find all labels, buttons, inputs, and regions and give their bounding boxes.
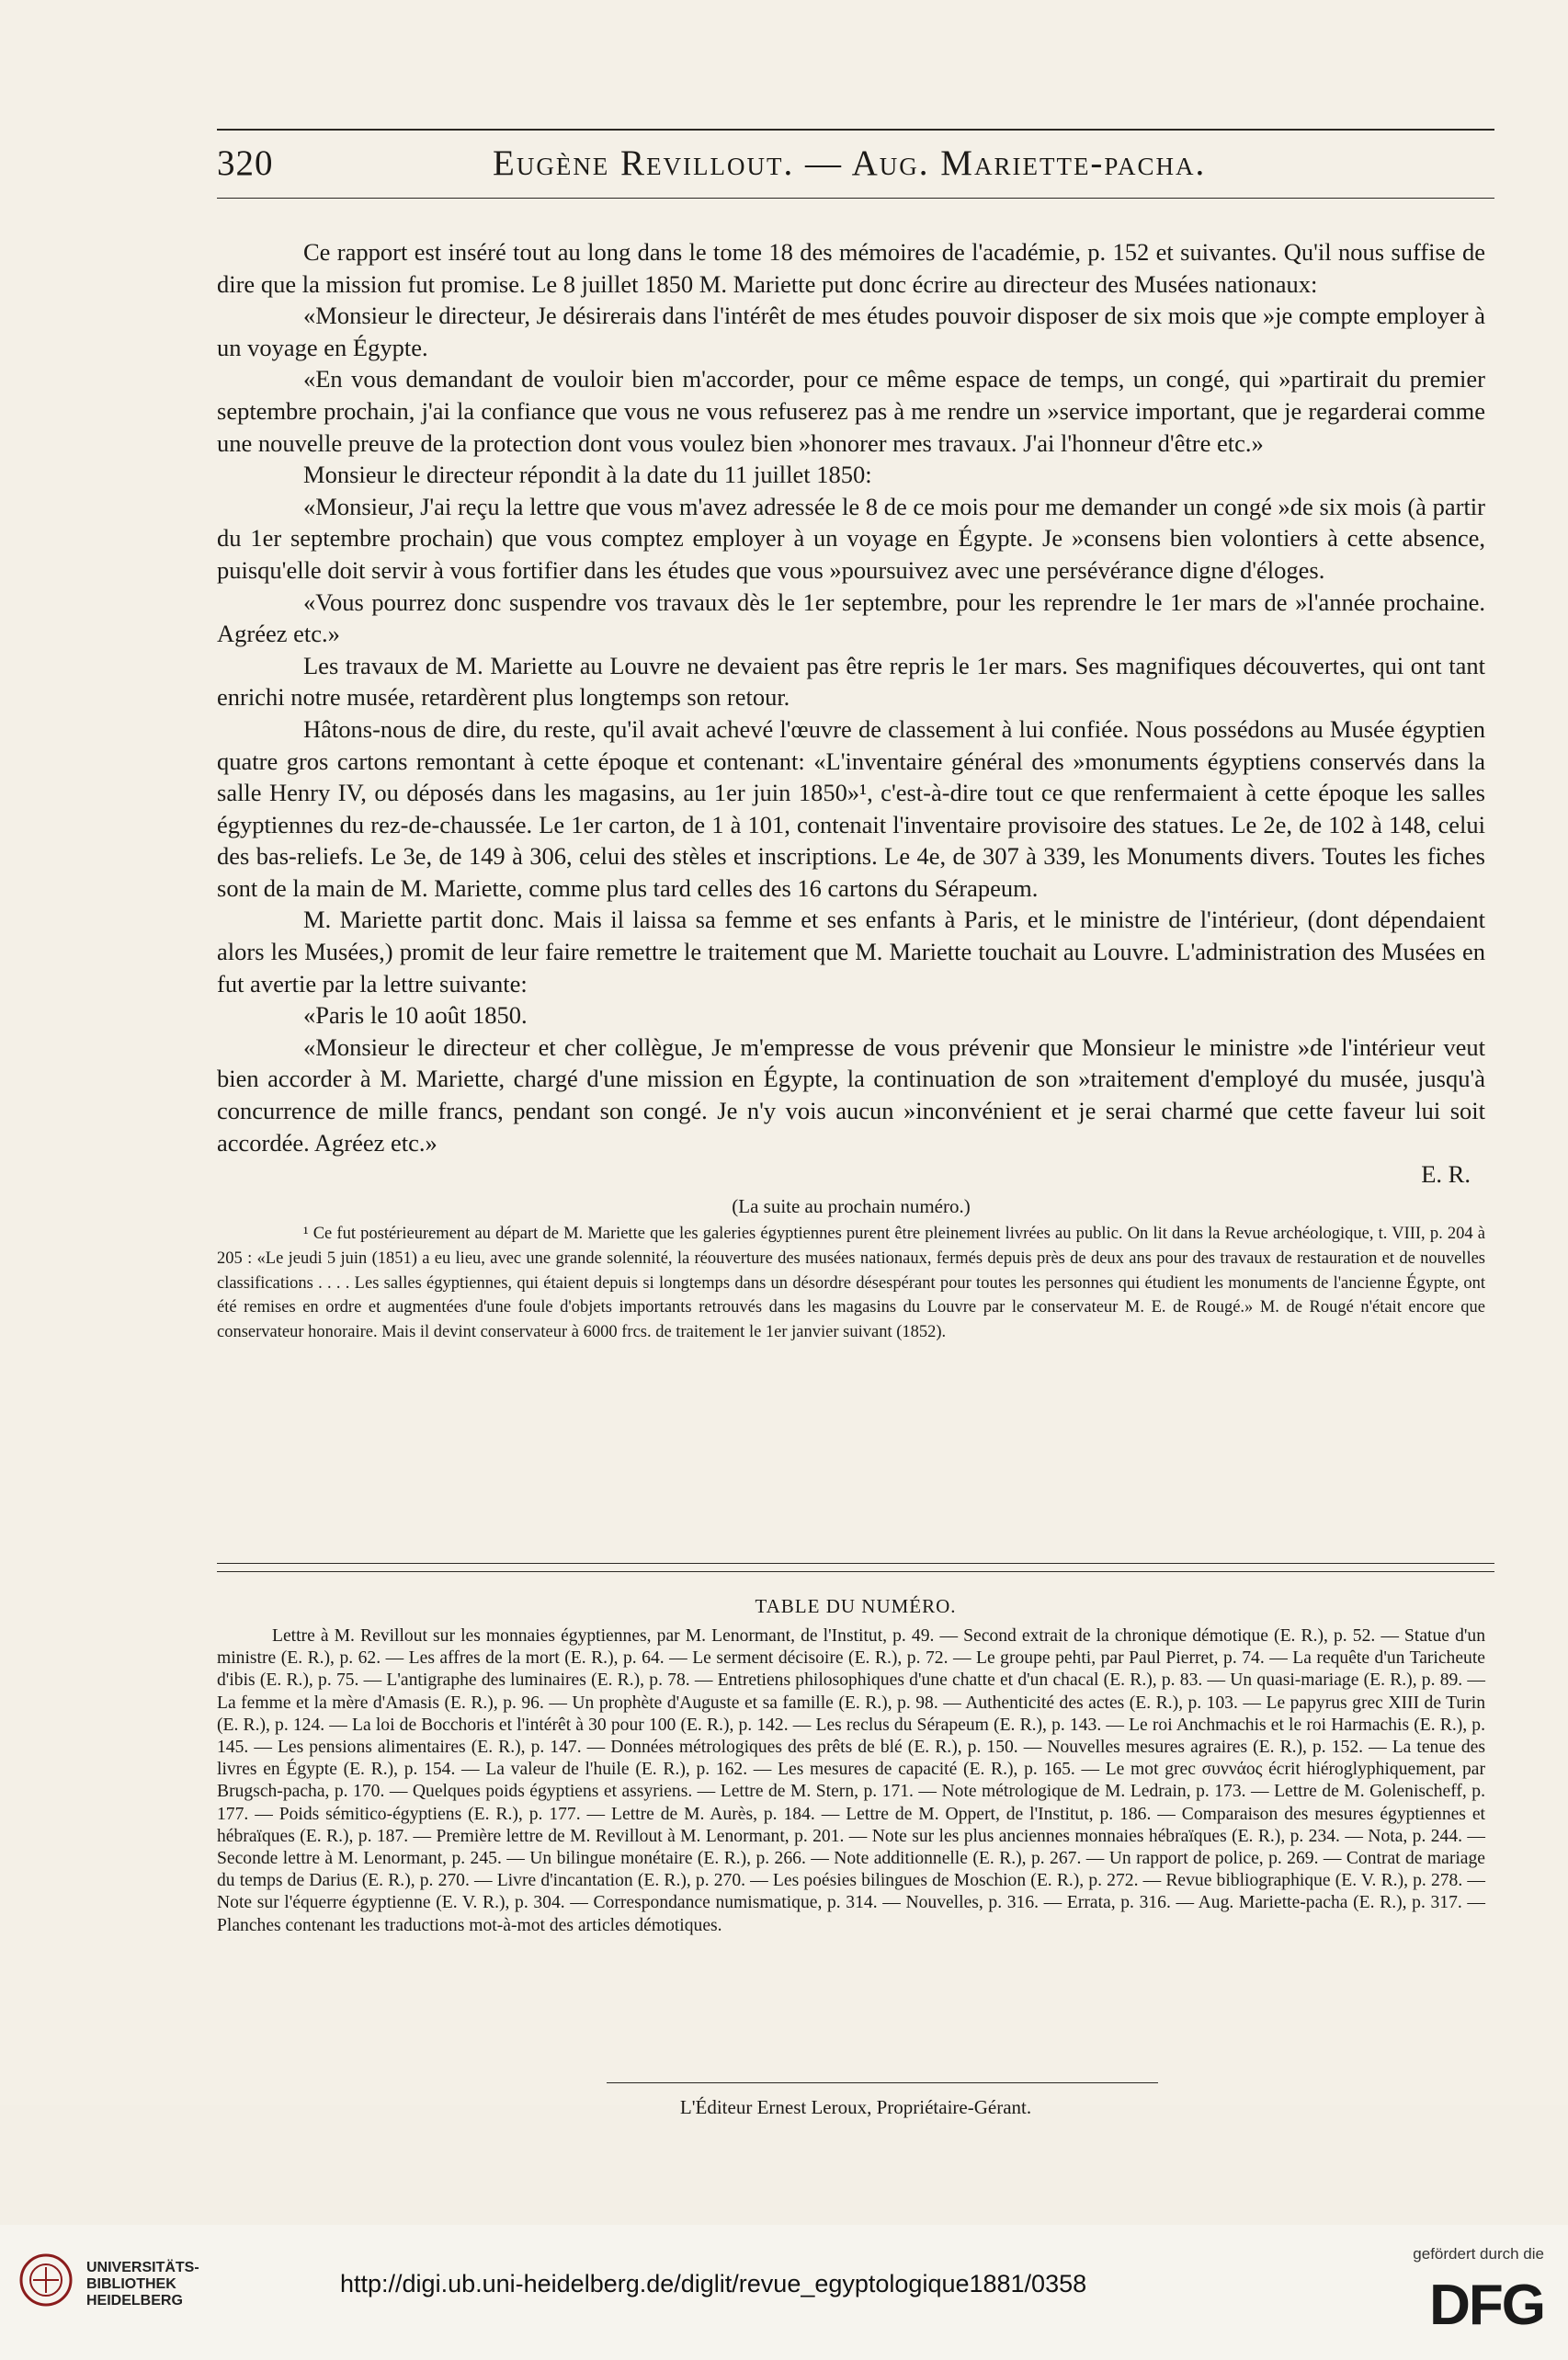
university-seal-icon [18,2252,74,2308]
dfg-logo: DFG [1429,2274,1544,2337]
letter-paragraph: «Vous pourrez donc suspendre vos travaux dès le 1er septembre, pour les reprendre le 1er mars de »l'année prochaine. Agréez etc.» [217,587,1485,648]
paragraph: Les travaux de M. Mariette au Louvre ne devaient pas être repris le 1er mars. Ses magnifiques découvertes, qui ont tant enrichi notre musée, retardèrent plus longtemps son retour. [217,651,1485,712]
article-body [217,236,1485,1344]
separator-rule [217,1563,1494,1564]
table-of-contents: Lettre à M. Revillout sur les monnaies égyptiennes, par M. Lenormant, de l'Institut, p. 49. — Second extrait de la chronique démotique (E. R.), p. 52. — Statue d'un ministre (E. R.), p. 62. — Les affres de la mort (E. R.), p. 64. — Le serment décisoire (E. R.), p. 72. — Le groupe pehti, par Paul Pierret, p. 74. — La requête d'un Taricheute d'ibis (E. R.), p. 75. — L'antigraphe des luminaires (E. R.), p. 78. — Entretiens philosophiques d'une chatte et d'un chacal (E. R.), p. 83. — Un quasi-mariage (E. R.), p. 89. — La femme et la mère d'Amasis (E. R.), p. 96. — Un prophète d'Auguste et sa famille (E. R.), p. 98. — Authenticité des actes (E. R.), p. 103. — Le papyrus grec XIII de Turin (E. R.), p. 124. — La loi de Bocchoris et l'intérêt à 30 pour 100 (E. R.), p. 142. — Les reclus du Sérapeum (E. R.), p. 143. — Le roi Anchmachis et le roi Harmachis (E. R.), p. 145. — Les pensions alimentaires (E. R.), p. 147. — Données métrologiques des prêts de blé (E. R.), p. 150. — Nouvelles mesures agraires (E. R.), p. 152. — La tenue des livres en Égypte (E. R.), p. 154. — La valeur de l'huile (E. R.), p. 162. — Les mesures de capacité (E. R.), p. 165. — Le mot grec συννάος écrit hiéroglyphiquement, par Brugsch-pacha, p. 170. — Quelques poids égyptiens et assyriens. — Lettre de M. Stern, p. 171. — Note métrologique de M. Ledrain, p. 173. — Lettre de M. Golenischeff, p. 177. — Poids sémitico-égyptiens (E. R.), p. 177. — Lettre de M. Aurès, p. 184. — Lettre de M. Oppert, de l'Institut, p. 186. — Comparaison des mesures égyptiennes et hébraïques (E. R.), p. 187. — Première lettre de M. Revillout à M. Lenormant, p. 201. — Note sur les plus anciennes monnaies hébraïques (E. R.), p. 234. — Nota, p. 244. — Seconde lettre à M. Lenormant, p. 245. — Un bilingue monétaire (E. R.), p. 266. — Note additionnelle (E. R.), p. 267. — Un rapport de police, p. 269. — Contrat de mariage du temps de Darius (E. R.), p. 270. — Livre d'incantation (E. R.), p. 270. — Les poésies bilingues de Moschion (E. R.), p. 272. — Revue bibliographique (E. V. R.), p. 278. — Note sur l'équerre égyptienne (E. V. R.), p. 304. — Correspondance numismatique, p. 314. — Nouvelles, p. 316. — Errata, p. 316. — Aug. Mariette-pacha (E. R.), p. 317. — Planches contenant les traductions mot-à-mot des articles démotiques. [217,1626,1485,1935]
paragraph: M. Mariette partit donc. Mais il laissa sa femme et ses enfants à Paris, et le ministre de l'intérieur, (dont dépendaient alors les Musées,) promit de leur faire remettre le traitement que M. Mariette touchait au Louvre. L'administration des Musées en fut avertie par la lettre suivante: [217,906,1485,998]
separator-rule [217,1571,1494,1572]
footnote: ¹ Ce fut postérieurement au départ de M. Mariette que les galeries égyptiennes purent être pleinement livrées au public. On lit dans la Revue archéologique, t. VIII, p. 204 à 205 : «Le jeudi 5 juin (1851) a eu lieu, avec une grande solennité, la réouverture des musées nationaux, fermés depuis près de deux ans pour des travaux de restauration et de nouvelles classifications . . . . Les salles égyptiennes, qui étaient depuis si longtemps dans un désordre désespérant pour toutes les personnes qui étudient les monuments de l'ancienne Égypte, ont été remises en ordre et augmentées d'une foule d'objets importants retrouvés dans les magasins du Louvre par le conservateur M. E. de Rougé.» M. de Rougé n'était encore que conservateur honoraire. Mais il devint conservateur à 6000 frcs. de traitement le 1er janvier suivant (1852). [217,1225,1485,1341]
running-title: Eugène Revillout. — Aug. Mariette-pacha. [493,143,1207,183]
paragraph: Hâtons-nous de dire, du reste, qu'il avait achevé l'œuvre de classement à lui confiée. Nous possédons au Musée égyptien quatre gros cartons remontant à cette époque et contenant: «L'inventaire général des »monuments égyptiens conservés dans la salle Henry IV, ou déposés dans les magasins, au 1er juin 1850»¹, c'est-à-dire tout ce que renfermaient à cette époque les salles égyptiennes du rez-de-chaussée. Le 1er carton, de 1 à 101, contenait l'inventaire provisoire des statues. Le 2e, de 102 à 148, celui des bas-reliefs. Le 3e, de 149 à 306, celui des stèles et inscriptions. Le 4e, de 307 à 339, les Monuments divers. Toutes les fiches sont de la main de M. Mariette, comme plus tard celles des 16 cartons du Sérapeum. [217,714,1485,902]
page-number: 320 [217,143,274,183]
funding-label: gefördert durch die [1413,2245,1544,2263]
header-rule-top [217,129,1494,131]
editor-rule [607,2082,1158,2083]
viewer-footer [0,2225,1568,2360]
running-header [217,143,1494,188]
letter-paragraph: «En vous demandant de vouloir bien m'accorder, pour ce même espace de temps, un congé, qui »partirait du premier septembre prochain, j'ai la confiance que vous ne vous refuserez pas à me rendre un »service important, que je regarderai comme une nouvelle preuve de la protection dont vous voulez bien »honorer mes travaux. J'ai l'honneur d'être etc.» [217,365,1485,457]
paragraph: Ce rapport est inséré tout au long dans le tome 18 des mémoires de l'académie, p. 152 et suivantes. Qu'il nous suffise de dire que la mission fut promise. Le 8 juillet 1850 M. Mariette put donc écrire au directeur des Musées nationaux: [217,238,1485,298]
continuation-note: (La suite au prochain numéro.) [732,1194,971,1217]
header-rule-bottom [217,198,1494,199]
letter-date: «Paris le 10 août 1850. [303,1001,528,1030]
paragraph: Monsieur le directeur répondit à la date du 11 juillet 1850: [303,461,872,489]
signature: E. R. [1421,1160,1471,1189]
permalink[interactable]: http://digi.ub.uni-heidelberg.de/diglit/revue_egyptologique1881/0358 [340,2270,1087,2297]
table-of-contents-title: TABLE DU NUMÉRO. [755,1595,957,1617]
letter-paragraph: «Monsieur le directeur, Je désirerais dans l'intérêt de mes études pouvoir disposer de six mois que »je compte employer à un voyage en Égypte. [217,302,1485,361]
letter-paragraph: «Monsieur le directeur et cher collègue, Je m'empresse de vous prévenir que Monsieur le ministre »de l'intérieur veut bien accorder à M. Mariette, chargé d'une mission en Égypte, la continuation de son »traitement d'employé du musée, jusqu'à concurrence de mille francs, pendant son congé. Je n'y vois aucun »inconvénient et je serai charmé que cette faveur lui soit accordée. Agréez etc.» [217,1032,1485,1157]
letter-paragraph: «Monsieur, J'ai reçu la lettre que vous m'avez adressée le 8 de ce mois pour me demander un congé »de six mois (à partir du 1er septembre prochain) que vous comptez employer à un voyage en Égypte. Je »consens bien volontiers à cette absence, puisqu'elle doit servir à vous fortifier dans les études que vous »poursuivez avec une persévérance digne d'éloges. [217,492,1485,584]
library-name: UNIVERSITÄTS- BIBLIOTHEK HEIDELBERG [86,2260,199,2309]
publisher-line: L'Éditeur Ernest Leroux, Propriétaire-Gérant. [679,2096,1032,2118]
